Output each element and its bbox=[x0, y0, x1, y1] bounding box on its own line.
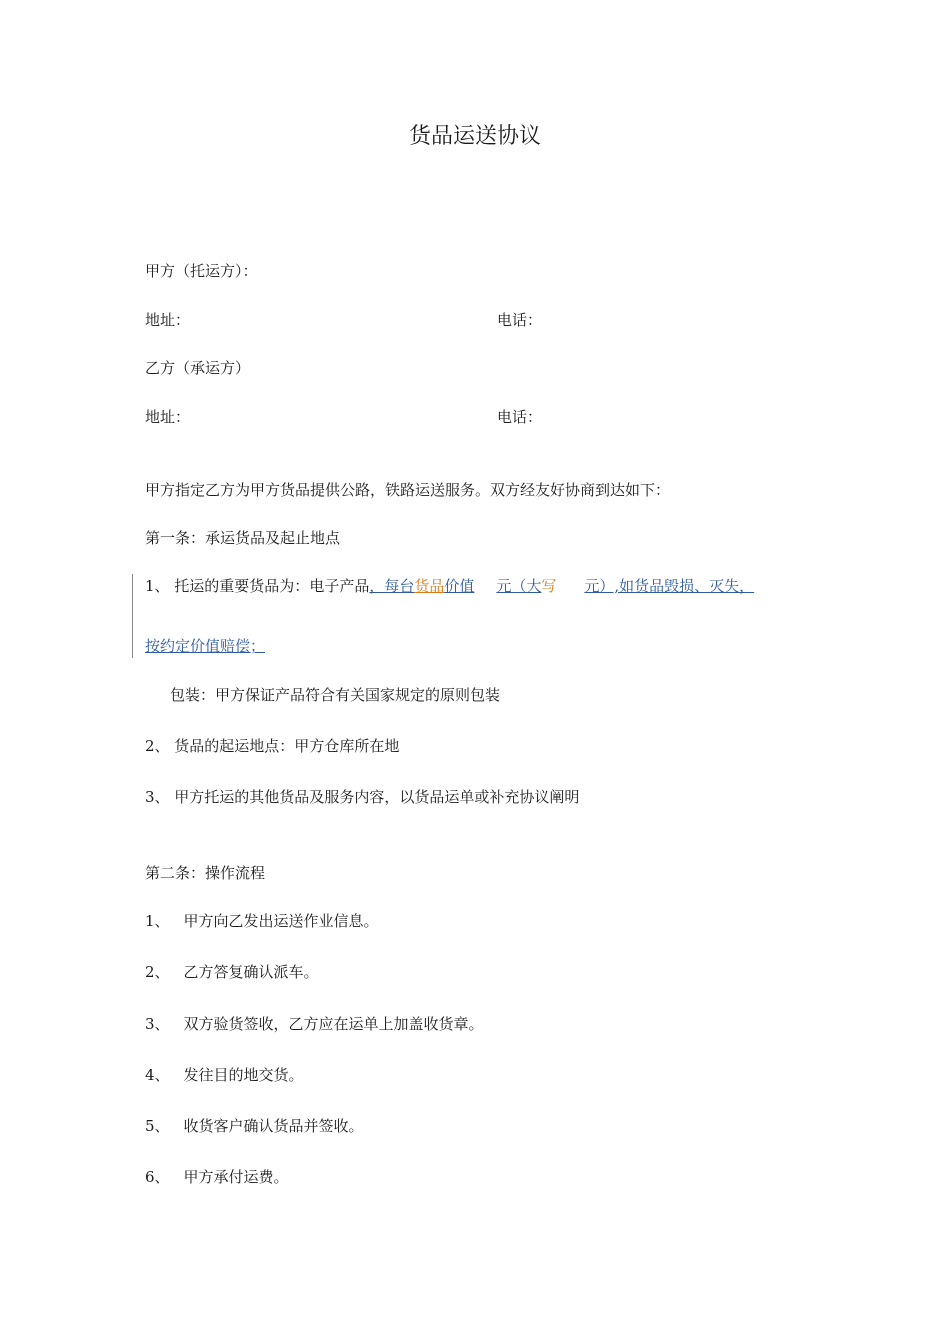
step-number: 6、 bbox=[145, 1168, 170, 1186]
step-3 bbox=[145, 1014, 484, 1034]
step-2 bbox=[145, 962, 319, 982]
item-1-value-label: 价值 bbox=[444, 577, 475, 595]
step-number: 5、 bbox=[145, 1117, 170, 1135]
step-number: 2、 bbox=[145, 963, 170, 981]
step-5 bbox=[145, 1116, 364, 1136]
step-text: 收货客户确认货品并签收。 bbox=[183, 1117, 364, 1135]
step-text: 甲方向乙发出运送作业信息。 bbox=[183, 912, 379, 930]
party-a-address-label: 地址： bbox=[145, 311, 191, 329]
step-text: 甲方承付运费。 bbox=[183, 1168, 289, 1186]
item-1-compensation-clause: 元）,如货品毁损、灭失， bbox=[584, 577, 755, 595]
article-1-heading: 第一条：承运货品及起止地点 bbox=[145, 529, 341, 547]
step-text: 发往目的地交货。 bbox=[183, 1066, 304, 1084]
step-4 bbox=[145, 1065, 304, 1085]
item-1-tracked-text-alt: 货品 bbox=[414, 577, 445, 595]
party-b-address-label: 地址： bbox=[145, 408, 191, 426]
step-text: 乙方答复确认派车。 bbox=[183, 963, 319, 981]
intro-paragraph: 甲方指定乙方为甲方货品提供公路，铁路运送服务。双方经友好协商到达如下： bbox=[145, 481, 671, 499]
step-number: 3、 bbox=[145, 1015, 170, 1033]
step-text: 双方验货签收，乙方应在运单上加盖收货章。 bbox=[183, 1015, 484, 1033]
party-b-label: 乙方（承运方） bbox=[145, 359, 251, 377]
step-number: 4、 bbox=[145, 1066, 170, 1084]
item-1-write-char: 写 bbox=[541, 577, 557, 595]
step-6 bbox=[145, 1167, 289, 1187]
step-number: 1、 bbox=[145, 912, 170, 930]
party-a-label: 甲方（托运方）： bbox=[145, 262, 258, 280]
document-title: 货品运送协议 bbox=[408, 124, 541, 149]
article-2-heading: 第二条：操作流程 bbox=[145, 864, 266, 882]
article-1-item-2: 2、 货品的起运地点：甲方仓库所在地 bbox=[145, 737, 400, 755]
article-1-item-3: 3、 甲方托运的其他货品及服务内容，以货品运单或补充协议阐明 bbox=[145, 788, 580, 806]
step-1 bbox=[145, 911, 379, 931]
party-b-phone-label: 电话： bbox=[497, 408, 543, 426]
item-1-tracked-text: ，每台 bbox=[369, 577, 415, 595]
article-1-item-1 bbox=[145, 576, 754, 596]
item-1-prefix: 1、 托运的重要货品为：电子产品 bbox=[145, 577, 370, 595]
item-1-value-uppercase-label: 元（大 bbox=[496, 577, 542, 595]
item-1-continuation: 按约定价值赔偿； bbox=[145, 637, 266, 655]
revision-bar bbox=[132, 574, 133, 658]
packaging-clause: 包装：甲方保证产品符合有关国家规定的原则包装 bbox=[170, 686, 501, 704]
party-a-phone-label: 电话： bbox=[497, 311, 543, 329]
